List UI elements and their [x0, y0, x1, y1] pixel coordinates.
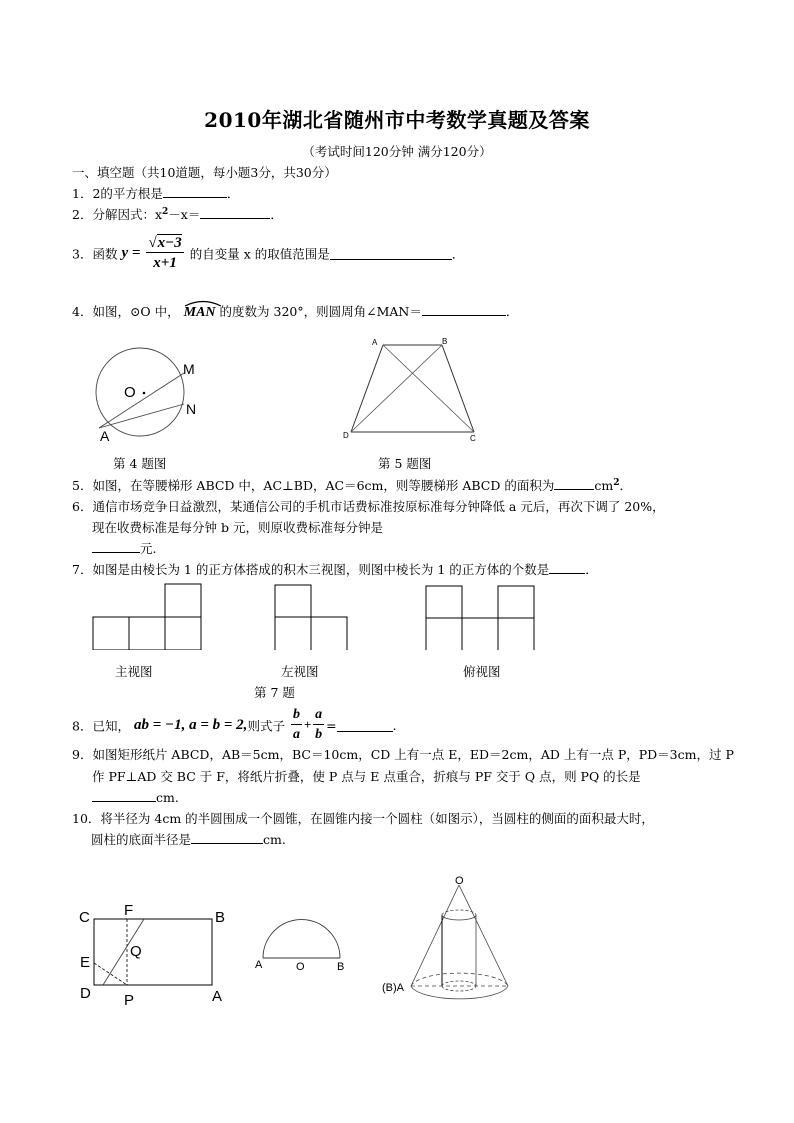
figure-q9-rectangle [74, 895, 234, 1015]
question-2: 2．分解因式：$x^2-x=$ ． [72, 206, 283, 222]
semicircle-arc [263, 920, 340, 958]
label-ba: (B)A [382, 982, 404, 994]
view-label-left: 左视图 [281, 664, 319, 679]
answer-blank[interactable] [92, 540, 140, 553]
question-1: 1．2的平方根是 ． [72, 186, 240, 201]
question-5: 5．如图，在等腰梯形 ABCD 中，AC⊥BD，AC＝6cm，则等腰梯形 ABCD 的面积为 $cm^2$． [72, 477, 633, 493]
question-10-line2: 圆柱的底面半径是 cm. [91, 832, 286, 847]
label-q: Q [130, 943, 142, 960]
document-title: 2010年湖北省随州市中考数学真题及答案 [204, 108, 590, 132]
front-view [93, 584, 201, 650]
figure-q5-trapezoid [340, 335, 485, 447]
chord-am [99, 373, 184, 428]
answer-blank[interactable] [163, 185, 227, 198]
side-ad [351, 345, 383, 432]
label-a: A [100, 428, 110, 444]
answer-blank[interactable] [191, 831, 263, 844]
answer-blank[interactable] [92, 789, 156, 802]
question-9-line2: 作 PF⊥AD 交 BC 于 F，将纸片折叠，使 P 点与 E 点重合，折痕与 PF 交于 Q 点，则 PQ 的长是 [92, 769, 641, 784]
label-b: B [337, 961, 345, 973]
cone-left-edge [411, 885, 459, 986]
label-o: O [124, 384, 136, 401]
section-header: 一、填空题（共10道题，每小题3分，共30分） [72, 165, 337, 180]
question-9-answer: cm. [92, 789, 179, 805]
question-3: 3．函数 y = $\frac{√x-3}{x+1}$ 的自变量 x 的取值范围是 ． [72, 235, 465, 271]
label-f: F [124, 902, 134, 919]
question-8: 8．已知， ab = −1, a = b = 2,则式子 $\frac{b}{a}$ + $\frac{a}{b}$ = . [72, 706, 397, 745]
center-point [143, 392, 146, 395]
question-4: 4．如图，⊙O 中， MAN 的度数为 320°，则圆周角∠MAN＝ ． [72, 302, 518, 321]
answer-blank[interactable] [549, 561, 585, 574]
document-subtitle: （考试时间120分钟 满分120分） [302, 144, 492, 159]
fraction-b-over-a: $\frac{b}{a}$ [292, 707, 300, 742]
chord-an [99, 404, 184, 428]
figure-q7-caption: 第 7 题 [254, 685, 295, 700]
label-e: E [80, 954, 91, 971]
cone-base-back [411, 973, 508, 986]
label-c: C [79, 909, 90, 926]
figure-q4-caption: 第 4 题图 [113, 456, 167, 471]
answer-blank[interactable] [422, 303, 506, 316]
cone-base-front [411, 986, 508, 999]
question-6: 6．通信市场竞争日益激烈，某通信公司的手机市话费标准按原标准每分钟降低 a 元后，再次下调了 20%， [72, 499, 665, 514]
label-n: N [186, 401, 197, 417]
figure-q10-semicircle [250, 910, 360, 975]
figure-q10-cone [378, 868, 538, 1013]
question-10: 10．将半径为 4cm 的半圆围成一个圆锥，在圆锥内接一个圆柱（如图示），当圆柱的侧面的面积最大时， [72, 811, 654, 826]
label-a: A [255, 959, 263, 971]
label-a: A [372, 338, 378, 347]
label-d: D [80, 985, 91, 1002]
answer-blank[interactable] [554, 477, 594, 490]
view-label-front: 主视图 [115, 664, 153, 679]
arc-icon [184, 299, 222, 307]
fraction: $\frac{√x-3}{x+1}$ [148, 235, 182, 271]
label-b: B [215, 909, 226, 926]
question-6-line2: 现在收费标准是每分钟 b 元，则原收费标准每分钟是 [92, 520, 383, 535]
label-d: D [343, 431, 349, 440]
cylinder-bottom-front [442, 986, 476, 991]
question-9: 9．如图矩形纸片 ABCD，AB＝5cm，BC＝10cm，CD 上有一点 E，ED＝2cm，AD 上有一点 P，PD＝3cm，过 P [72, 747, 734, 762]
fraction-a-over-b: $\frac{a}{b}$ [315, 707, 323, 742]
answer-blank[interactable] [200, 206, 270, 219]
top-view [426, 586, 534, 650]
answer-blank[interactable] [330, 247, 452, 260]
label-p: P [124, 992, 135, 1009]
label-m: M [183, 361, 195, 377]
figure-q7-views [90, 580, 550, 650]
label-o: O [455, 875, 464, 887]
question-7: 7．如图是由棱长为 1 的正方体搭成的积木三视图，则图中棱长为 1 的正方体的个数是 ． [72, 562, 598, 577]
answer-blank[interactable] [337, 719, 393, 732]
view-label-top: 俯视图 [463, 664, 501, 679]
arc-label: MAN [184, 305, 216, 321]
question-6-answer: 元. [92, 539, 156, 557]
line-ep [94, 963, 127, 985]
cone-right-edge [459, 885, 508, 986]
circle-o [96, 348, 184, 436]
left-view [275, 585, 347, 650]
cylinder-top-front [442, 915, 476, 920]
label-b: B [442, 337, 448, 346]
figure-q5-caption: 第 5 题图 [378, 456, 432, 471]
label-a: A [212, 988, 223, 1005]
label-c: C [470, 434, 476, 443]
figure-q4-circle [88, 345, 208, 445]
label-o: O [296, 961, 305, 973]
cylinder-bottom-back [442, 981, 476, 986]
side-bc [442, 345, 474, 432]
